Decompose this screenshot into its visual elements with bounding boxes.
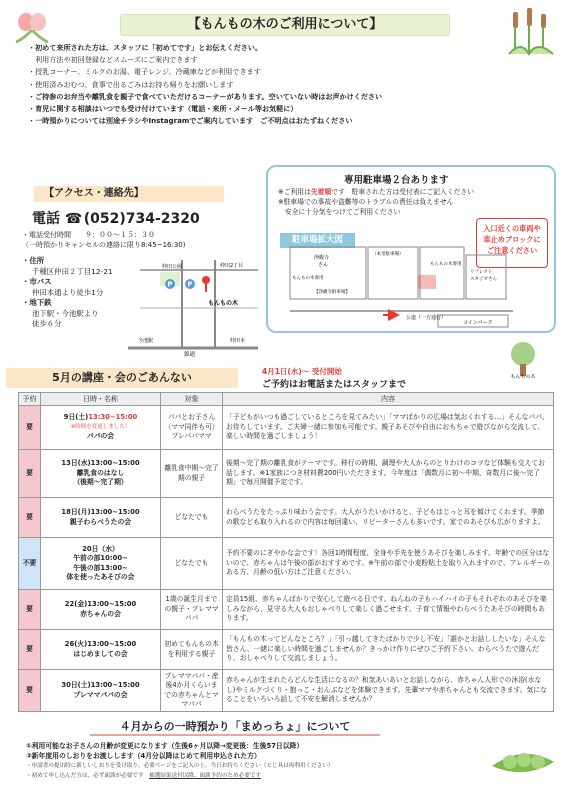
svg-text:もんもの木専用: もんもの木専用	[430, 262, 462, 267]
subway-label: ・地下鉄	[22, 298, 52, 307]
svg-text:スタジオさん: スタジオさん	[470, 277, 497, 282]
address-block	[22, 248, 113, 330]
rule-item: ・授乳コーナー、ミルクのお湯、電子レンジ、冷蔵庫などが利用できます	[28, 67, 261, 77]
svg-text:仲田公園: 仲田公園	[162, 264, 183, 270]
usage-rules	[28, 42, 548, 127]
bus-label: ・市バス	[22, 277, 52, 286]
svg-text:浄観寺: 浄観寺	[314, 255, 330, 261]
content-cell: 「子どもがいつも過ごしているところを見てみたい」「ママばかりの広場は気おくれする…」そんなパパ、お待ちしています。ご夫婦一緒に参加も可能です。親子あそびや自由におもちゃで遊びながら交流して、楽しい時間を過ごしましょう！	[223, 406, 554, 450]
subway-info-2: 徒歩６分	[32, 319, 62, 328]
address-label: ・住所	[22, 256, 45, 265]
access-title: 【アクセス・連絡先】	[34, 186, 224, 202]
parking-notes: ※ご利用は先着順です 駐車された方は受付表にご記入ください ※駐車場での事故や盗難等のトラブルの責任は負えません 安全に十分気をつけてご利用ください	[278, 188, 475, 216]
reserve-badge: 要	[19, 590, 41, 630]
svg-text:公道（一方通行）: 公道（一方通行）	[406, 315, 447, 321]
childcare-title: ４月からの一時預かり「まめっちょ」について	[90, 718, 380, 736]
content-cell: 予約不要のにぎやかな会です！各回1時間程度、全身や手先を使うあそびを楽しみます。年齢での区分はないので、赤ちゃんは午後の部がおすすめです。※午前の部で小麦粉粘土を取り入れますので、アレルギーのある方、月齢の低い方はご注意ください。	[223, 538, 554, 590]
tree-icon	[500, 340, 546, 380]
target-cell: パパとお子さん（ママ同伴も可）プレパパママ	[161, 406, 223, 450]
reservation-info: ご予約はお電話またはスタッフまで	[262, 380, 407, 390]
address: 千種区仲田２丁目12-21	[32, 266, 113, 276]
svg-text:もんもの木: もんもの木	[208, 300, 239, 307]
event-name-cell: 18日(月)13:00~15:00 親子わらべうたの会	[41, 498, 161, 538]
rule-item: 利用方法や初回登録などスムーズにご案内できます	[28, 55, 198, 65]
content-cell: 定員15組、赤ちゃんばかりで安心して遊べる日です。ねんねの子もハイハイの子もそれぞれのあそびを楽しみながら、見守る大人もおしゃべりして楽しく過ごせます。子育て情報やわらべうたあそびの時間もあります。	[223, 590, 554, 630]
schedule-table	[18, 392, 554, 712]
svg-text:【浄観寺駐車場】: 【浄観寺駐車場】	[314, 290, 350, 295]
svg-text:仲田2丁目: 仲田2丁目	[220, 263, 244, 269]
svg-text:仲田本: 仲田本	[230, 338, 246, 344]
reserve-badge: 要	[19, 498, 41, 538]
parking-warning: 入口近くの車両や 車止めブロックに ご注意ください	[476, 218, 548, 268]
target-cell: 離乳食中期～完了期の親子	[161, 450, 223, 498]
reserve-badge: 要	[19, 670, 41, 712]
phone-icon: ☎	[64, 211, 83, 227]
parking-zoom-label: 駐車場拡大図	[280, 233, 355, 248]
table-row	[19, 538, 554, 590]
table-row	[19, 498, 554, 538]
table-row	[19, 630, 554, 670]
reserve-badge: 不要	[19, 538, 41, 590]
hours-block	[22, 230, 186, 250]
peas-icon	[488, 740, 558, 780]
reserve-badge: 要	[19, 406, 41, 450]
svg-text:コインパーク: コインパーク	[463, 320, 493, 326]
svg-text:今池駅: 今池駅	[138, 338, 154, 344]
hours-note: （一時預かりキャンセルの連絡に限り8:45~16:30)	[22, 241, 186, 249]
svg-text:（本堂駐車場）: （本堂駐車場）	[372, 252, 404, 257]
event-name-cell: 22(金)13:00~15:00 赤ちゃんの会	[41, 590, 161, 630]
content-cell: 赤ちゃんが生まれたらどんな生活になるの？和気あいあいとお話しながら、赤ちゃん人形での沐浴(水なし)やミルクづくり・抱っこ・おんぶなどを体験できます。先輩ママや赤ちゃんとも交流できます。気になることをいろいろ話して不安を解消しませんか？	[223, 670, 554, 712]
target-cell: 1歳の誕生月までの親子・プレママパパ	[161, 590, 223, 630]
phone-number[interactable]: (052)734-2320	[83, 211, 200, 227]
rule-item: ・ご持参のお弁当や離乳食を親子で食べていただけるコーナーがあります。空いていない時はお声かけください	[28, 91, 383, 101]
table-row	[19, 590, 554, 630]
table-row	[19, 670, 554, 712]
svg-text:P: P	[167, 280, 173, 289]
event-name-cell: 9日(土)13:30~15:00 ※時間を変更しました！ パパの会	[41, 406, 161, 450]
subway-info: 池下駅・今池駅より	[32, 308, 99, 318]
phone-label: 電話	[32, 211, 60, 227]
parking-title: 専用駐車場２台あります	[344, 175, 449, 186]
svg-text:もんもの木専用: もんもの木専用	[292, 276, 324, 281]
col-header: 予約	[19, 393, 41, 406]
content-cell: 後期～完了期の離乳食がテーマです。移行の時期、調理や大人からのとりわけのコツなど体験も交えてお話します。※1家族につき材料費200円いただきます。今年度は「偶数月に初～中期、奇数月に後～完了期」で毎月開催予定です。	[223, 450, 554, 498]
event-name-cell: 13日(水)13:00~15:00 離乳食のはなし （後期～完了期）	[41, 450, 161, 498]
target-cell: プレママパパ・産後4か月くらいまでの赤ちゃんとママパパ	[161, 670, 223, 712]
rule-item: ・一時預かりについては別途チラシやInstagramでご案内しています ご不明点はおたずねください	[28, 116, 353, 126]
col-header: 内容	[223, 393, 554, 406]
svg-text:さん: さん	[318, 262, 329, 268]
event-name-cell: 30日(土)13:00~15:00 プレママパパの会	[41, 670, 161, 712]
reception-start: 4月1日(水)～ 受付開始	[262, 367, 342, 376]
content-cell: わらべうたをたっぷり味わう会です。大人がうたいかけると、子どもはじっと耳を傾けてくれます。季節の歌なども取り入れるので内容は毎回違い、リピーターさんも多いです。家でのあそびも広がりますよ。	[223, 498, 554, 538]
rule-item: ・育児に関する相談はいつでも受け付けています（電話・来所・メール等お気軽に）	[28, 104, 298, 114]
bus-info: 仲田本通より徒歩1分	[32, 287, 104, 297]
hours-label: ・電話受付時間 ９：００～１５：３０	[22, 231, 155, 239]
target-cell: 初めてもんもの木を利用する親子	[161, 630, 223, 670]
svg-text:錦通: 錦通	[184, 352, 196, 358]
reserve-badge: 要	[19, 450, 41, 498]
svg-text:P: P	[187, 280, 193, 289]
page-title: 【もんもの木のご利用について】	[120, 14, 450, 36]
rule-item: ・初めて来所された方は、スタッフに「初めてです」とお伝えください。	[28, 43, 263, 52]
target-cell: どなたでも	[161, 538, 223, 590]
target-cell: どなたでも	[161, 498, 223, 538]
area-map	[120, 250, 260, 360]
reserve-badge: 要	[19, 630, 41, 670]
table-row	[19, 450, 554, 498]
col-header: 対象	[161, 393, 223, 406]
event-name-cell: 20日（水） 午前の部10:00~ 午後の部13:00~ 体を使ったあそびの会	[41, 538, 161, 590]
event-name-cell: 26(火)13:00~15:00 はじめましての会	[41, 630, 161, 670]
tulip-icon	[12, 10, 52, 44]
col-header: 日時・名称	[41, 393, 161, 406]
phone-block	[32, 208, 200, 228]
svg-text:もんもの木: もんもの木	[510, 374, 536, 380]
svg-text:リフレクト: リフレクト	[470, 270, 493, 275]
parking-map	[288, 245, 553, 328]
rule-item: ・使用済みおむつ、食事で出るごみはお持ち帰りをお願いします	[28, 79, 234, 89]
childcare-notes: ①利用可能なお子さんの月齢が変更になります（生後6ヶ月以降→変更後：生後57日以降） ②新年度用のしおりをお渡しします（4月分以降はじめて利用申込された方） ・申請書の提出時に新しいしおりを受け取り、必要ページをご記入の上、当日お持ちください（とじ具は再利用ください） ・初めて申し込んだ方は、必ず面談が必要です 抽選結果送付以降、面談予約のため必要です	[26, 742, 334, 779]
may-schedule-title: 5月の講座・会のごあんない	[6, 368, 238, 388]
content-cell: 「もんもの木ってどんなところ？」「引っ越してきたばかりで少し不安」「誰かとお話ししたいな」そんな皆さん、一緒に楽しい時間を過ごしませんか？きっかけ作りにぜひご予約下さい。わらべうたで遊んだり、おしゃべりして交流しましょう。	[223, 630, 554, 670]
table-row	[19, 406, 554, 450]
